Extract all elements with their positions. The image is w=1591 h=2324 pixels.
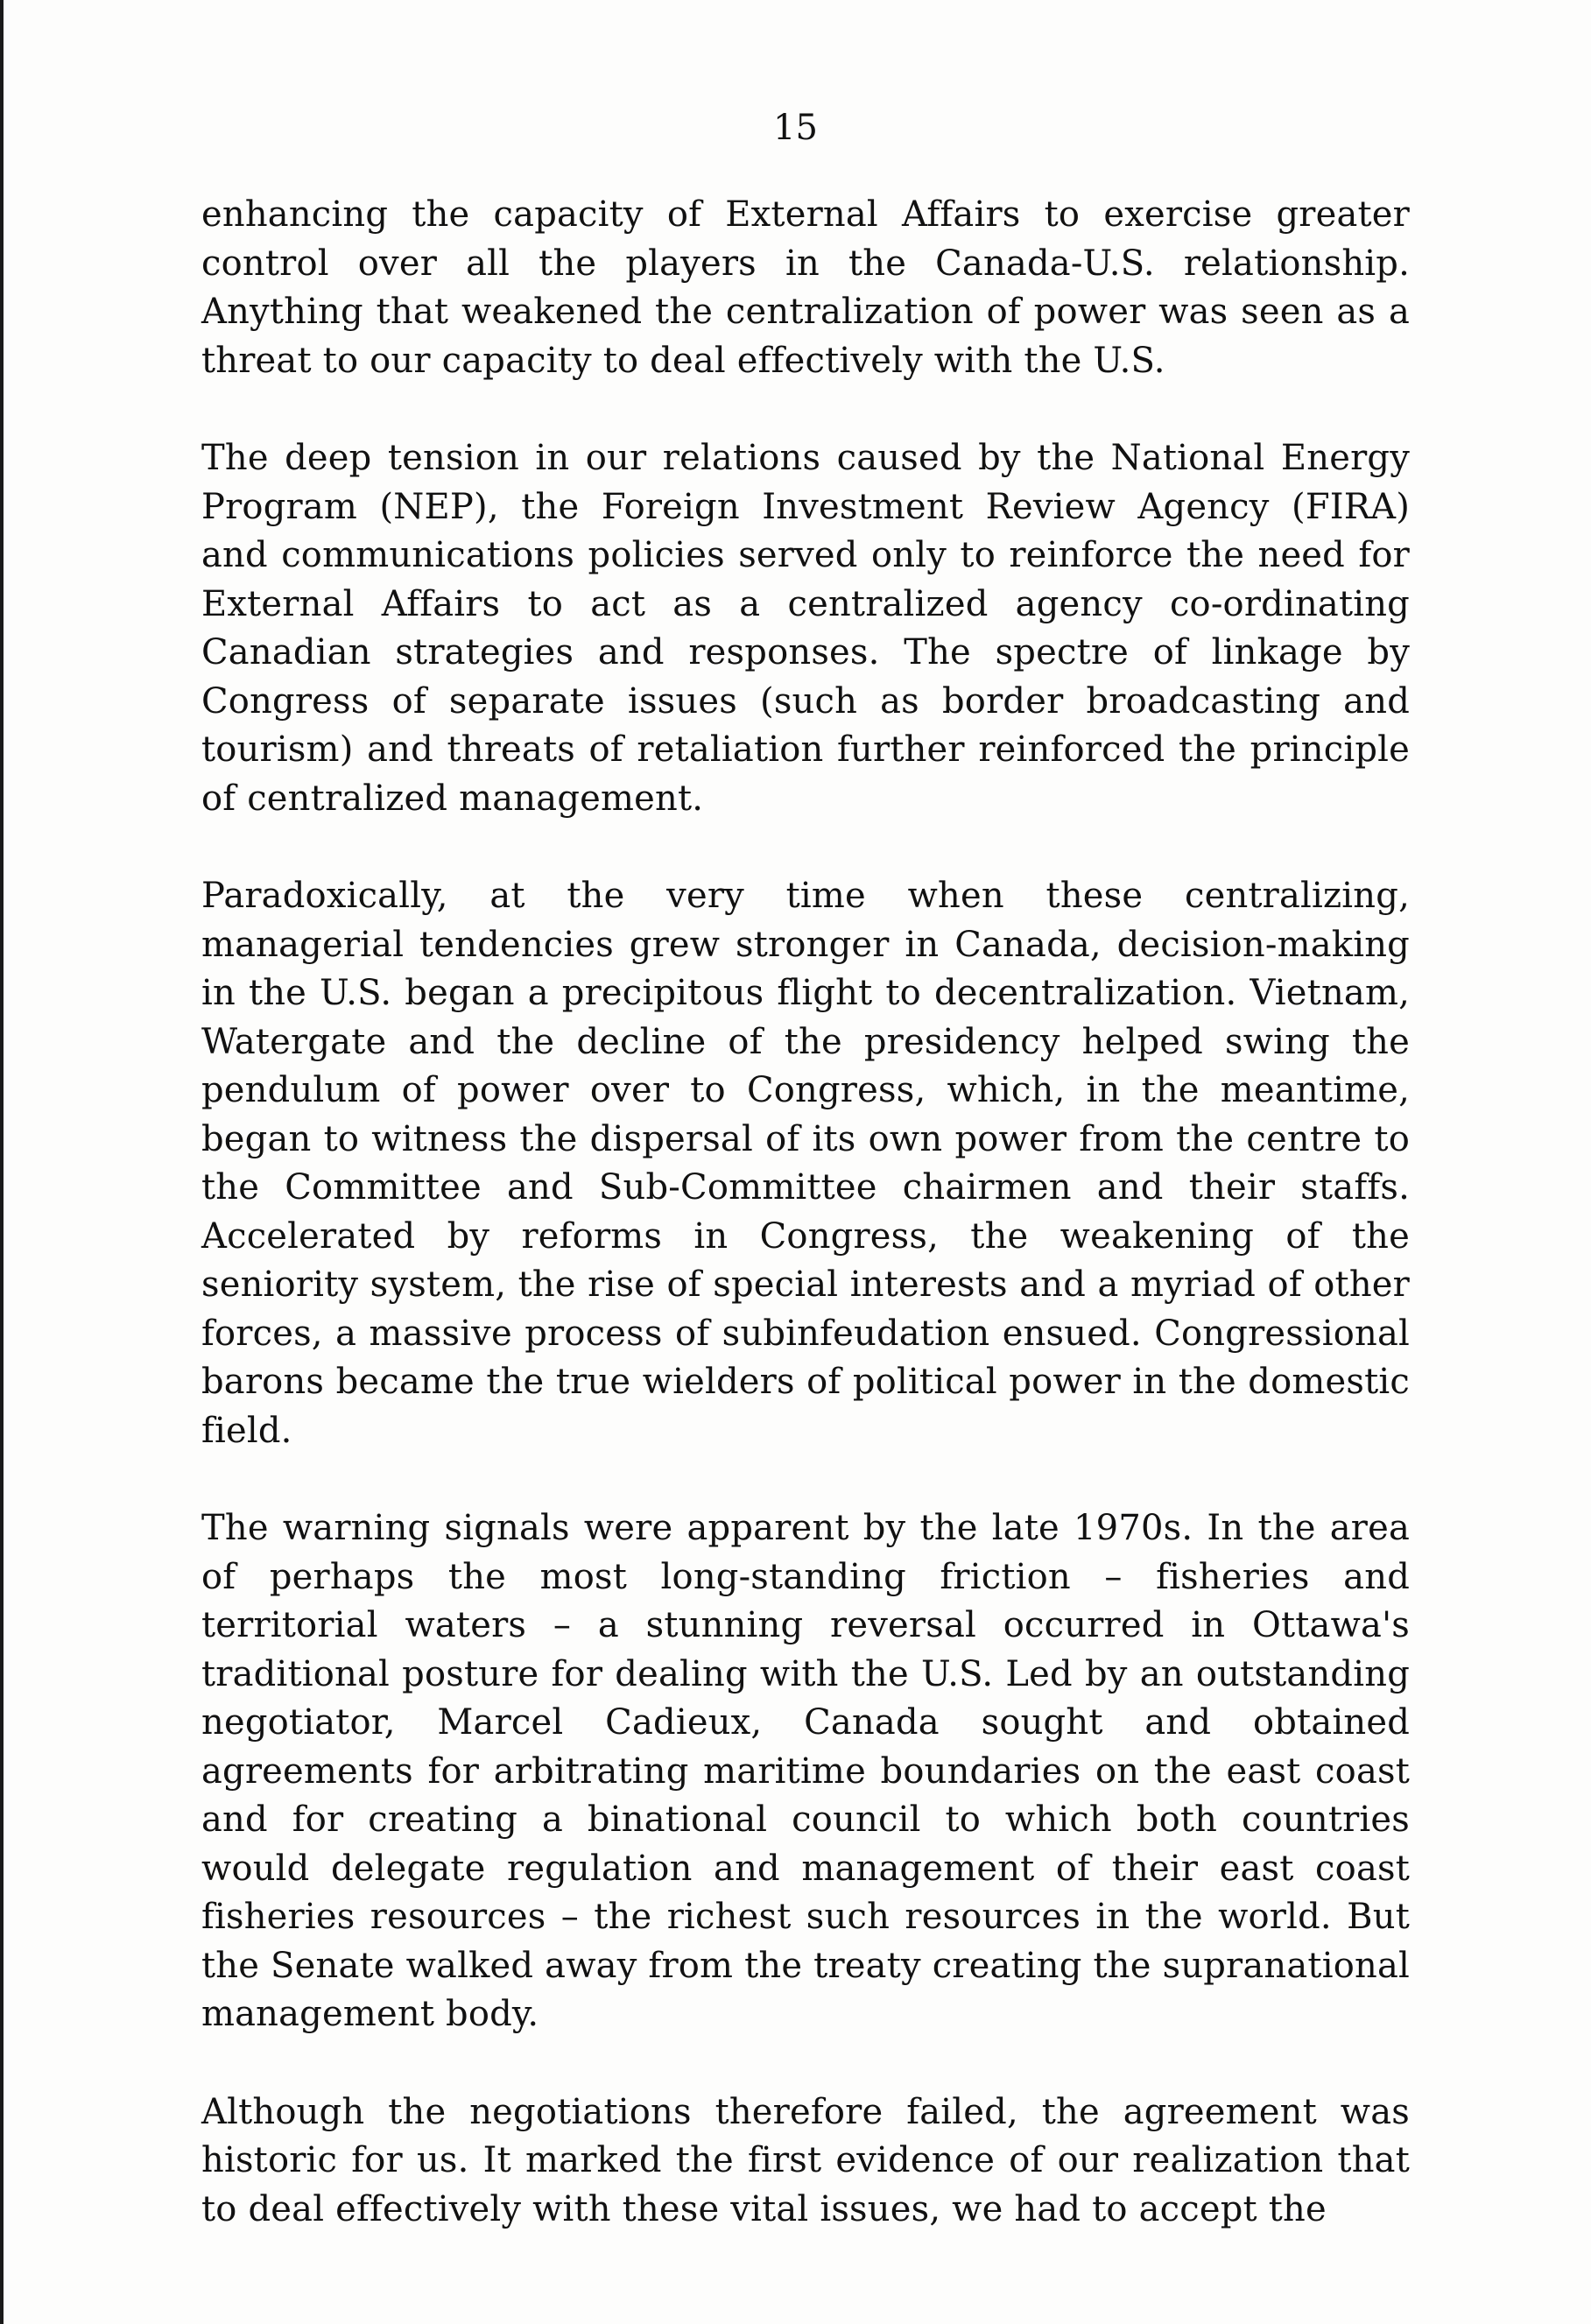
paragraph-2: The deep tension in our relations caused by the National Energy Program (NEP), the Foreign Investment Review Agency (FIRA) and communications policies served only to reinforce the need for External Affairs to act as a centralized agency co-ordinating Canadian strategies and responses. The spectre of linkage by Congress of separate issues (such as border broadcasting and tourism) and threats of retaliation further reinforced the principle of centralized management. — [201, 438, 1410, 819]
page-number: 15 — [773, 108, 818, 148]
page-binding-edge — [0, 0, 4, 2324]
paragraph-5: Although the negotiations therefore failed, the agreement was historic for us. It marked the first evidence of our realization that to deal effectively with these vital issues, we had to accept the — [201, 2091, 1410, 2229]
paragraph-4: The warning signals were apparent by the late 1970s. In the area of perhaps the most long-standing friction – fisheries and territorial waters – a stunning reversal occurred in Ottawa's traditional posture for dealing with the U.S. Led by an outstanding negotiator, Marcel Cadieux, Canada sought and obtained agreements for arbitrating maritime boundaries on the east coast and for creating a binational council to which both countries would delegate regulation and management of their east coast fisheries resources – the richest such resources in the world. But the Senate walked away from the treaty creating the supranational management body. — [201, 1508, 1410, 2034]
body-text — [201, 191, 1410, 2234]
paragraph-3: Paradoxically, at the very time when these centralizing, managerial tendencies grew stronger in Canada, decision-making in the U.S. began a precipitous flight to decentralization. Vietnam, Watergate and the decline of the presidency helped swing the pendulum of power over to Congress, which, in the meantime, began to witness the dispersal of its own power from the centre to the Committee and Sub-Committee chairmen and their staffs. Accelerated by reforms in Congress, the weakening of the seniority system, the rise of special interests and a myriad of other forces, a massive process of subinfeudation ensued. Congressional barons became the true wielders of political power in the domestic field. — [201, 876, 1410, 1451]
paragraph-1: enhancing the capacity of External Affairs to exercise greater control over all the players in the Canada-U.S. relationship. Anything that weakened the centralization of power was seen as a threat to our capacity to deal effectively with the U.S. — [201, 194, 1410, 381]
